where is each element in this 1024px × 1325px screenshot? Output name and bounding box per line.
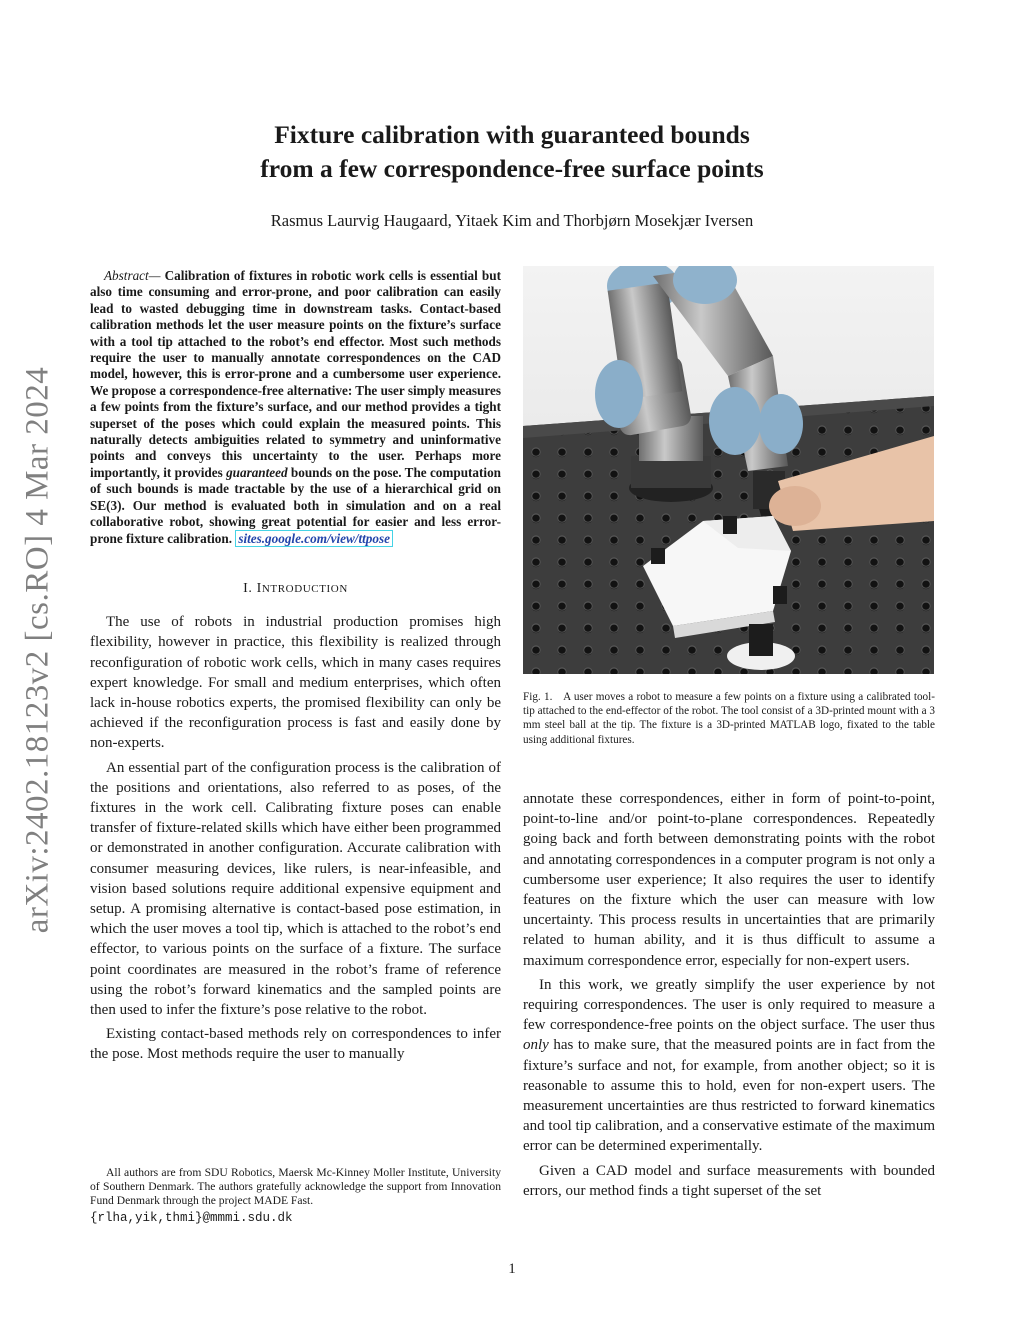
intro-paragraph-2: An essential part of the configuration process is the calibration of the positions and orientations, also referred to as poses, of the fixtures in the work cell. Calibrating fixture poses can enable transfer of fixture-related skills which have either been programmed or demonstrated in another configuration. Accurate calibration with consumer measuring devices, like rulers, is near-infeasible, and vision based solutions require additional expensive equipment and setup. A promising alternative is contact-based pose estimation, in which the user moves a tool tip, which is attached to the robot’s end effector, to various points on the surface of a fixture. The surface point coordinates are measured in the robot’s frame of reference using the robot’s forward kinematics and the sampled points are then used to infer the fixture’s pose relative to the robot. xyxy=(90,759,501,1018)
section-title-rest: NTRODUCTION xyxy=(261,582,348,595)
section-heading-introduction xyxy=(90,579,501,599)
author-list: Rasmus Laurvig Haugaard, Yitaek Kim and Thorbjørn Mosekjær Iversen xyxy=(270,211,754,230)
right-paragraph-3: Given a CAD model and surface measurements with bounded errors, our method finds a tight superset of the set xyxy=(523,1162,935,1199)
left-column xyxy=(90,268,501,1065)
title-line-1: Fixture calibration with guaranteed bounds xyxy=(274,120,750,149)
page-number: 1 xyxy=(508,1261,516,1277)
section-number: I. xyxy=(243,580,253,596)
right-paragraph-2-emphasis: only xyxy=(523,1037,549,1054)
right-paragraph-2 xyxy=(523,975,935,1157)
footnote-emails: {rlha,yik,thmi}@mmmi.sdu.dk xyxy=(90,1211,293,1225)
abstract-text-1: Calibration of fixtures in robotic work cells is essential but also time consuming and error-prone, and poor calibration can easily lead to wasted debugging time in downstream tasks. Contact-based calibration methods let the user measure points on the fixture’s surface with a tool tip attached to the robot’s end effector. Most such methods require the user to manually annotate correspondences on the CAD model, however, this is error-prone and a cumbersome user experience. We propose a correspondence-free alternative: The user simply measures a few points from the fixture’s surface, and our method provides a tight superset of the poses which could explain the measured points. This naturally detects ambiguities related to symmetry and uninformative points and conveys this uncertainty to the user. Perhaps more importantly, it provides xyxy=(90,268,501,480)
right-paragraph-2-b: has to make sure, that the measured points are in fact from the fixture’s surface and not, for example, from another object; so it is reasonable to assume this to hold, even for non-expert users. The measurement uncertainties are thus restricted to forward kinematics and tool tip calibration, and a conservative estimate of the maximum error can be determined experimentally. xyxy=(523,1037,936,1155)
arxiv-identifier-text: arXiv:2402.18123v2 [cs.RO] 4 Mar 2024 xyxy=(19,366,56,934)
figure-label: Fig. 1. xyxy=(523,691,553,703)
right-paragraph-1: annotate these correspondences, either in form of point-to-point, point-to-line and/or point-to-plane correspondences. Repeatedly going back and forth between demonstrating points with the robot and annotating correspondences in a computer program is not only a cumbersome user experience; It also requires the user to identify features on the fixture which the user can measure with low uncertainty. This process results in uncertainties that are primarily related to human ability, and it is thus difficult to assume a maximum correspondence error, especially for non-expert users. xyxy=(523,791,935,969)
figure-1-caption xyxy=(523,690,935,747)
abstract-emphasis: guaranteed xyxy=(226,464,288,480)
footnote xyxy=(90,1166,501,1228)
abstract-text-2: bounds on the pose. The computation of such bounds is made tractable by the use of a hierarchical grid on SE(3). Our method is evaluated both in simulation and on a real collaborative robot, showing great potential for easier and less error-prone fixture calibration. xyxy=(90,464,502,546)
abstract-label: Abstract xyxy=(104,268,149,283)
footnote-text: All authors are from SDU Robotics, Maersk Mc-Kinney Moller Institute, University of Southern Denmark. The authors gratefully acknowledge the support from Innovation Fund Denmark through the project MADE Fast. xyxy=(90,1166,501,1207)
title-line-2: from a few correspondence-free surface points xyxy=(260,154,764,183)
project-link[interactable]: sites.google.com/view/ttpose xyxy=(235,530,393,547)
figure-1-photo xyxy=(523,266,934,674)
figure-caption-text: A user moves a robot to measure a few points on a fixture using a calibrated tool-tip attached to the end-effector of the robot. The tool consist of a 3D-printed mount with a 3 mm steel ball at the tip. The fixture is a 3D-printed MATLAB logo, fixated to the table using additional fixtures. xyxy=(523,691,935,746)
right-paragraph-2-a: In this work, we greatly simplify the user experience by not requiring correspondences. The user is only required to measure a few correspondence-free points on the object surface. The user thus xyxy=(523,976,935,1034)
robot-photo-illustration xyxy=(523,266,934,674)
right-column xyxy=(523,789,935,1201)
intro-paragraph-1: The use of robots in industrial production promises high flexibility, however in practice, this flexibility is realized through reconfiguration of robotic work cells, which in many cases requires expert knowledge. For small and medium enterprises, which often lack in-house robotics experts, the promised flexibility can only be achieved if the reconfiguration process is fast and easily done by non-experts. xyxy=(90,614,501,752)
abstract: Abstract— Calibration of fixtures in robotic work cells is essential but also time consuming and error-prone, and poor calibration can easily lead to wasted debugging time in downstream tasks. Contact-based calibration methods let the user measure points on the fixture’s surface with a tool tip attached to the robot’s end effector. Most such methods require the user to manually annotate correspondences on the CAD model, however, this is error-prone and a cumbersome user experience. We propose a correspondence-free alternative: The user simply measures a few points from the fixture’s surface, and our method provides a tight superset of the poses which could explain the measured points. This naturally detects ambiguities related to symmetry and uninformative points and conveys this uncertainty to the user. Perhaps more importantly, it provides guaranteed bounds on the pose. The computation of such bounds is made tractable by the use of a hierarchical grid on SE(3). Our method is evaluated both in simulation and on a real collaborative robot, showing great potential for easier and less error-prone fixture calibration. sites.google.com/view/ttpose xyxy=(90,268,502,546)
paper-title xyxy=(100,118,924,186)
section-title-initial: I xyxy=(256,580,262,596)
arxiv-identifier xyxy=(12,350,64,950)
intro-paragraph-3: Existing contact-based methods rely on correspondences to infer the pose. Most methods require the user to manually xyxy=(90,1026,501,1063)
